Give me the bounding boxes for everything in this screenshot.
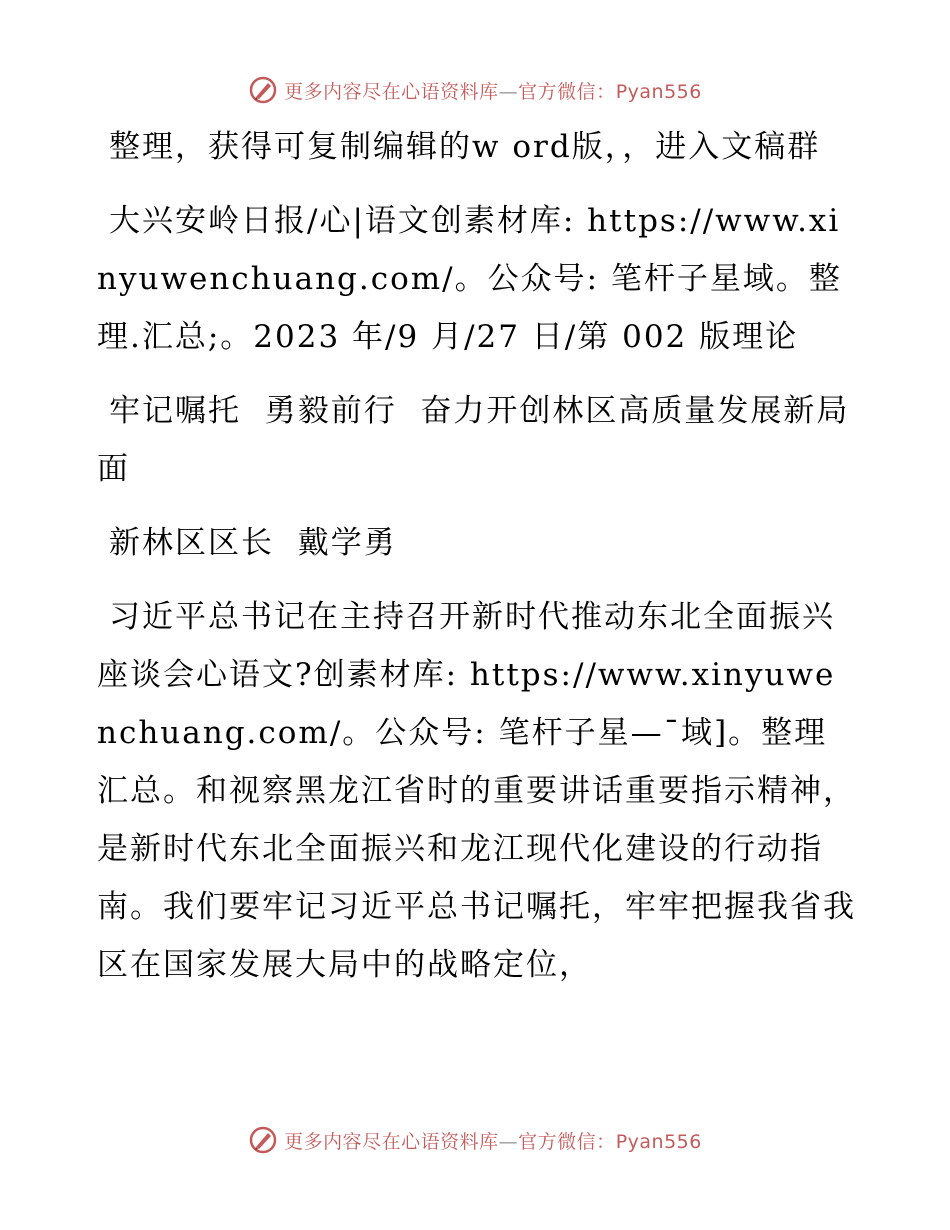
document-body <box>97 118 857 1010</box>
banner-official-text: 官方微信： <box>518 80 616 103</box>
banner-text <box>284 77 702 104</box>
banner-wechat-id: Pyan556 <box>615 1130 702 1153</box>
paragraph-source: 大兴安岭日报/心|语文创素材库: https://www.xinyuwenchuang.com/。公众号: 笔杆子星域。整理.汇总;。2023 年/9 月/27 日/第 002 版理论 <box>97 203 842 355</box>
banner-separator: — <box>498 1130 519 1153</box>
banner-main-text: 更多内容尽在心语资料库 <box>284 1130 499 1153</box>
pen-logo-icon <box>248 75 278 105</box>
paragraph-intro: 整理，获得可复制编辑的w ord版，，进入文稿群 <box>109 129 821 165</box>
banner-wechat-id: Pyan556 <box>615 80 702 103</box>
banner-official-text: 官方微信： <box>518 1130 616 1153</box>
banner-text <box>284 1127 702 1154</box>
banner-separator: — <box>498 80 519 103</box>
article-title: 牢记嘱托 勇毅前行 奋力开创林区高质量发展新局面 <box>97 393 850 487</box>
header-banner <box>0 72 950 108</box>
paragraph-body: 习近平总书记在主持召开新时代推动东北全面振兴座谈会心语文?创素材库: https://www.xinyuwenchuang.com/。公众号: 笔杆子星—¯域]。整理汇总。和视察黑龙江省时的重要讲话重要指示精神，是新时代东北全面振兴和龙江现代化建设的行动指南。我们要牢记习近平总书记嘱托，牢牢把握我省我区在国家发展大局中的战略定位， <box>97 599 856 983</box>
banner-main-text: 更多内容尽在心语资料库 <box>284 80 499 103</box>
footer-banner <box>0 1122 950 1158</box>
article-author: 新林区区长 戴学勇 <box>109 525 397 561</box>
pen-logo-icon <box>248 1125 278 1155</box>
